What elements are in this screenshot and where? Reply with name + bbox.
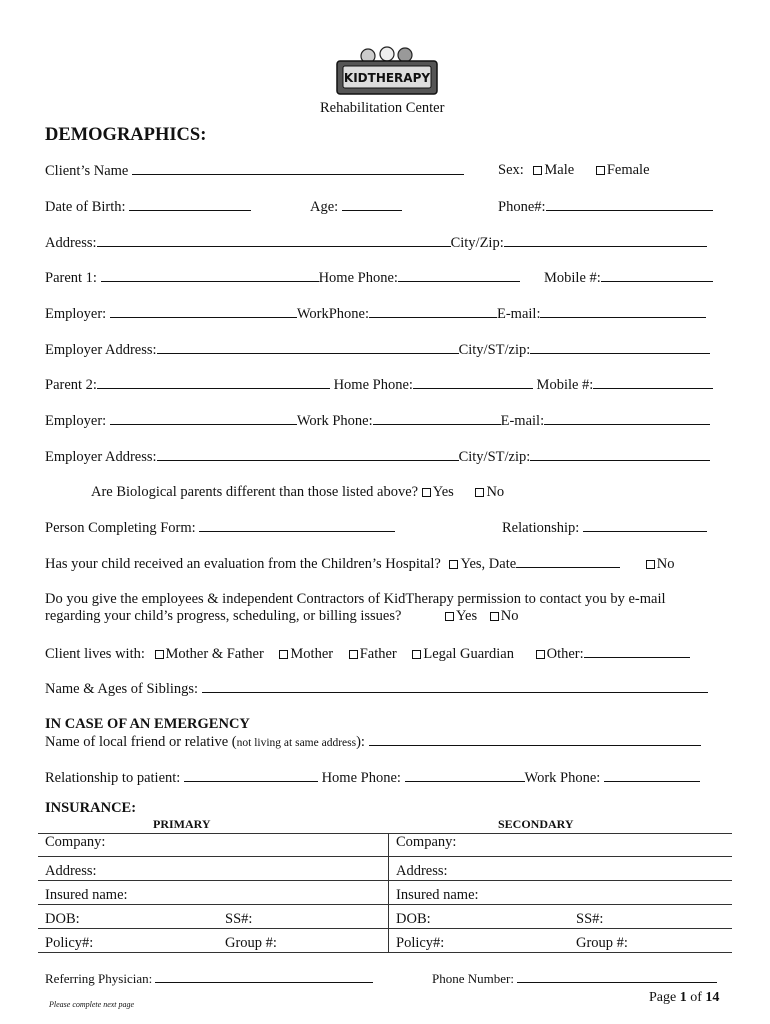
employer2-city-label: City/ST/zip: xyxy=(458,449,531,465)
parent1-label: Parent 1: xyxy=(45,270,97,286)
permission-row2 xyxy=(45,608,519,625)
primary-heading: PRIMARY xyxy=(153,817,211,831)
legal-guardian-label: Legal Guardian xyxy=(423,646,514,662)
primary-policy-cell[interactable] xyxy=(38,929,389,953)
primary-dob-cell[interactable] xyxy=(38,905,389,929)
employer1-workphone-field[interactable] xyxy=(369,305,497,318)
parent2-home-phone-label: Home Phone: xyxy=(333,377,413,393)
client-name-field[interactable] xyxy=(132,162,464,175)
employer2-workphone-field[interactable] xyxy=(373,412,501,425)
female-label: Female xyxy=(606,162,650,178)
table-row xyxy=(38,905,732,929)
employer2-address-row xyxy=(45,448,710,466)
permission-line2: regarding your child’s progress, scheduling, or billing issues? xyxy=(45,608,402,624)
relationship-label: Relationship: xyxy=(502,520,580,536)
eval-no-label: No xyxy=(656,556,675,572)
phone-number-label: Phone Number: xyxy=(432,971,514,986)
parent1-home-phone-field[interactable] xyxy=(398,269,520,282)
emergency-home-phone-field[interactable] xyxy=(405,769,525,782)
primary-insured-label: Insured name: xyxy=(45,887,128,903)
parent1-home-phone-label: Home Phone: xyxy=(318,270,398,286)
age-field[interactable] xyxy=(342,198,402,211)
mother-checkbox[interactable] xyxy=(279,650,288,659)
relationship-row xyxy=(502,519,707,537)
page-prefix: Page xyxy=(649,990,677,1005)
relationship-field[interactable] xyxy=(583,519,707,532)
phone-field[interactable] xyxy=(546,198,713,211)
footer-note: Please complete next page xyxy=(49,1000,135,1009)
emergency-contact-row xyxy=(45,769,700,787)
phone-row xyxy=(498,198,713,216)
person-completing-field[interactable] xyxy=(199,519,395,532)
employer1-row xyxy=(45,305,706,323)
address-row xyxy=(45,234,707,252)
other-checkbox[interactable] xyxy=(536,650,545,659)
parent1-mobile-field[interactable] xyxy=(601,269,713,282)
primary-dob-label: DOB: xyxy=(45,911,80,927)
secondary-insured-label: Insured name: xyxy=(396,887,479,903)
lives-with-label: Client lives with: xyxy=(45,646,145,662)
emergency-home-phone-label: Home Phone: xyxy=(321,770,401,786)
dob-label: Date of Birth: xyxy=(45,199,126,215)
sex-label: Sex: xyxy=(498,162,524,178)
bio-yes-checkbox[interactable] xyxy=(422,488,431,497)
employer1-field[interactable] xyxy=(110,305,297,318)
parent2-field[interactable] xyxy=(97,376,330,389)
person-completing-label: Person Completing Form: xyxy=(45,520,196,536)
evaluation-row xyxy=(45,555,675,573)
employer2-email-label: E-mail: xyxy=(500,413,545,429)
parent2-home-phone-field[interactable] xyxy=(413,376,533,389)
parent1-mobile-label: Mobile #: xyxy=(544,270,601,286)
secondary-group-label: Group #: xyxy=(576,935,628,951)
table-row xyxy=(38,834,732,857)
age-row xyxy=(310,198,402,216)
employer1-city-label: City/ST/zip: xyxy=(458,342,531,358)
client-name-label: Client’s Name xyxy=(45,163,129,179)
emergency-work-phone-label: Work Phone: xyxy=(524,770,601,786)
emergency-name-label: Name of local friend or relative ( xyxy=(45,734,237,750)
insurance-heading: INSURANCE: xyxy=(45,800,137,816)
parent2-mobile-label: Mobile #: xyxy=(536,377,594,393)
employer2-city-field[interactable] xyxy=(530,448,710,461)
emergency-work-phone-field[interactable] xyxy=(604,769,700,782)
emergency-relationship-label: Relationship to patient: xyxy=(45,770,181,786)
dob-row xyxy=(45,198,251,216)
page-number xyxy=(649,990,719,1006)
employer1-address-field[interactable] xyxy=(157,341,459,354)
primary-ss-label: SS#: xyxy=(225,911,253,927)
city-zip-field[interactable] xyxy=(504,234,707,247)
secondary-dob-label: DOB: xyxy=(396,911,431,927)
primary-address-cell[interactable] xyxy=(38,857,389,881)
subtitle: Rehabilitation Center xyxy=(320,100,445,116)
secondary-heading: SECONDARY xyxy=(498,817,574,831)
secondary-company-label: Company: xyxy=(396,834,457,850)
employer1-label: Employer: xyxy=(45,306,107,322)
emergency-heading: IN CASE OF AN EMERGENCY xyxy=(45,716,250,732)
age-label: Age: xyxy=(310,199,339,215)
permission-no-checkbox[interactable] xyxy=(490,612,499,621)
employer2-email-field[interactable] xyxy=(544,412,710,425)
secondary-company-cell[interactable] xyxy=(389,834,733,857)
table-row xyxy=(38,881,732,905)
male-checkbox[interactable] xyxy=(533,166,542,175)
emergency-name-end: ): xyxy=(356,734,365,750)
bio-yes-label: Yes xyxy=(432,484,454,500)
eval-yes-checkbox[interactable] xyxy=(449,560,458,569)
city-zip-label: City/Zip: xyxy=(450,235,504,251)
male-label: Male xyxy=(544,162,575,178)
referring-label: Referring Physician: xyxy=(45,971,153,986)
primary-group-label: Group #: xyxy=(225,935,277,951)
mother-label: Mother xyxy=(290,646,334,662)
lives-with-row xyxy=(45,645,690,663)
parent1-field[interactable] xyxy=(101,269,319,282)
insurance-table xyxy=(38,833,732,953)
primary-insured-cell[interactable] xyxy=(38,881,389,905)
parent2-mobile-field[interactable] xyxy=(593,376,713,389)
employer1-email-label: E-mail: xyxy=(496,306,541,322)
address-label: Address: xyxy=(45,235,97,251)
secondary-insured-cell[interactable] xyxy=(389,881,733,905)
employer2-address-label: Employer Address: xyxy=(45,449,157,465)
client-name-row xyxy=(45,162,464,180)
employer2-row xyxy=(45,412,710,430)
page-title: DEMOGRAPHICS: xyxy=(45,125,207,145)
female-checkbox[interactable] xyxy=(596,166,605,175)
kidtherapy-logo xyxy=(333,44,441,96)
other-label: Other: xyxy=(546,646,584,662)
employer1-address-label: Employer Address: xyxy=(45,342,157,358)
employer1-city-field[interactable] xyxy=(530,341,710,354)
dob-field[interactable] xyxy=(129,198,251,211)
emergency-name-note: not living at same address xyxy=(236,737,357,749)
mother-father-label: Mother & Father xyxy=(165,646,264,662)
parent2-row xyxy=(45,376,713,394)
logo-text: KIDTHERAPY xyxy=(343,71,431,85)
sex-row xyxy=(498,162,650,179)
permission-line1: Do you give the employees & independent Contractors of KidTherapy permission to contact you by e-mail xyxy=(45,591,666,607)
page-current: 1 xyxy=(679,990,687,1005)
siblings-field[interactable] xyxy=(202,680,708,693)
bio-parents-row xyxy=(91,484,504,501)
eval-yes-date-label: Yes, Date xyxy=(460,556,517,572)
father-checkbox[interactable] xyxy=(349,650,358,659)
parent1-mobile xyxy=(544,269,713,287)
primary-company-label: Company: xyxy=(45,834,106,850)
referring-field[interactable] xyxy=(155,970,373,983)
siblings-label: Name & Ages of Siblings: xyxy=(45,681,199,697)
legal-guardian-checkbox[interactable] xyxy=(412,650,421,659)
bio-no-label: No xyxy=(486,484,505,500)
employer2-workphone-label: Work Phone: xyxy=(296,413,373,429)
parent2-label: Parent 2: xyxy=(45,377,97,393)
emergency-name-field[interactable] xyxy=(369,733,701,746)
permission-yes-label: Yes xyxy=(456,608,478,624)
page-of: of xyxy=(690,990,702,1005)
primary-address-label: Address: xyxy=(45,863,97,879)
secondary-policy-label: Policy#: xyxy=(396,935,445,951)
parent1-row xyxy=(45,269,520,287)
employer2-address-field[interactable] xyxy=(157,448,459,461)
table-row xyxy=(38,929,732,953)
phone-number-row xyxy=(432,970,717,987)
other-field[interactable] xyxy=(584,645,690,658)
eval-question: Has your child received an evaluation from the Children’s Hospital? xyxy=(45,556,441,572)
employer2-label: Employer: xyxy=(45,413,107,429)
phone-number-field[interactable] xyxy=(517,970,717,983)
emergency-name-row xyxy=(45,733,701,751)
address-field[interactable] xyxy=(97,234,451,247)
eval-no-checkbox[interactable] xyxy=(646,560,655,569)
employer1-email-field[interactable] xyxy=(540,305,706,318)
father-label: Father xyxy=(359,646,397,662)
mother-father-checkbox[interactable] xyxy=(155,650,164,659)
eval-date-field[interactable] xyxy=(516,555,620,568)
secondary-address-cell[interactable] xyxy=(389,857,733,881)
permission-no-label: No xyxy=(500,608,519,624)
permission-yes-checkbox[interactable] xyxy=(445,612,454,621)
primary-company-cell[interactable] xyxy=(38,834,389,857)
secondary-policy-cell[interactable] xyxy=(389,929,733,953)
phone-label: Phone#: xyxy=(498,199,546,215)
emergency-relationship-field[interactable] xyxy=(184,769,318,782)
employer1-workphone-label: WorkPhone: xyxy=(296,306,369,322)
secondary-ss-label: SS#: xyxy=(576,911,604,927)
bio-no-checkbox[interactable] xyxy=(475,488,484,497)
employer2-field[interactable] xyxy=(110,412,297,425)
table-row xyxy=(38,857,732,881)
referring-row xyxy=(45,970,373,987)
primary-policy-label: Policy#: xyxy=(45,935,94,951)
bio-question: Are Biological parents different than those listed above? xyxy=(91,484,419,500)
page-total: 14 xyxy=(705,990,720,1005)
person-completing-row xyxy=(45,519,395,537)
employer1-address-row xyxy=(45,341,710,359)
secondary-dob-cell[interactable] xyxy=(389,905,733,929)
secondary-address-label: Address: xyxy=(396,863,448,879)
siblings-row xyxy=(45,680,708,698)
